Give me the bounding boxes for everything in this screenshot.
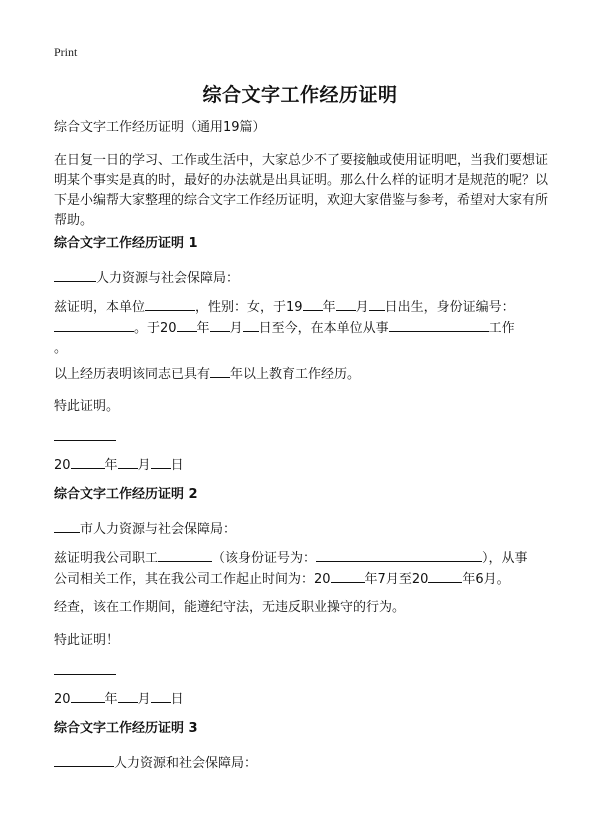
blank-line (151, 455, 171, 469)
blank-line (177, 318, 197, 332)
blank-line (369, 297, 385, 311)
section-2-date: 20 年 月 日 (54, 689, 554, 710)
section-1-closing: 特此证明。 (54, 399, 120, 414)
blank-line (118, 455, 138, 469)
blank-line (243, 318, 259, 332)
blank-line (331, 569, 365, 583)
blank-line (210, 318, 230, 332)
signature-line (54, 674, 116, 675)
section-2-heading: 综合文字工作经历证明 2 (54, 487, 198, 502)
print-link[interactable]: Print (54, 45, 78, 59)
page-title: 综合文字工作经历证明 (202, 84, 398, 106)
section-2-review: 经查，该在工作期间，能遵纪守法，无违反职业操守的行为。 (54, 600, 406, 615)
section-2-body: 兹证明我公司职工 （该身份证号为： ），从事 公司相关工作，其在我公司工作起止时间为：20 年7月至20 年6月。 (54, 548, 554, 590)
section-1-experience: 以上经历表明该同志已具有 年以上教育工作经历。 (54, 364, 554, 385)
blank-line (145, 297, 195, 311)
section-1-heading: 综合文字工作经历证明 1 (54, 236, 198, 251)
blank-line (210, 364, 230, 378)
section-2-closing: 特此证明！ (54, 633, 120, 648)
blank-line (54, 268, 96, 282)
section-1-body: 兹证明，本单位 ，性别：女，于19 年 月 日出生，身份证编号： 。于20 年 月 日至今，在本单位从事 工作 。 (54, 297, 554, 359)
blank-line (118, 689, 138, 703)
blank-line (71, 455, 105, 469)
blank-line (71, 689, 105, 703)
section-1-date: 20 年 月 日 (54, 455, 554, 476)
blank-line (428, 569, 462, 583)
blank-line (336, 297, 356, 311)
intro-paragraph: 在日复一日的学习、工作或生活中，大家总少不了要接触或使用证明吧，当我们要想证明某个事实是真的时，最好的办法就是出具证明。那么什么样的证明才是规范的呢？以下是小编帮大家整理的综合文字工作经历证明，欢迎大家借鉴与参考，希望对大家有所帮助。 (54, 153, 549, 228)
blank-line (158, 548, 212, 562)
blank-line (54, 318, 134, 332)
blank-line (54, 753, 114, 767)
section-1-addressee: 人力资源与社会保障局： (54, 268, 554, 289)
document-subtitle: 综合文字工作经历证明（通用19篇） (54, 120, 266, 135)
section-3-heading: 综合文字工作经历证明 3 (54, 721, 198, 736)
blank-line (316, 548, 482, 562)
blank-line (54, 519, 80, 533)
signature-line (54, 440, 116, 441)
blank-line (303, 297, 323, 311)
blank-line (151, 689, 171, 703)
section-3-addressee: 人力资源和社会保障局： (54, 753, 554, 774)
blank-line (389, 318, 489, 332)
section-2-addressee: 市人力资源与社会保障局： (54, 519, 554, 540)
